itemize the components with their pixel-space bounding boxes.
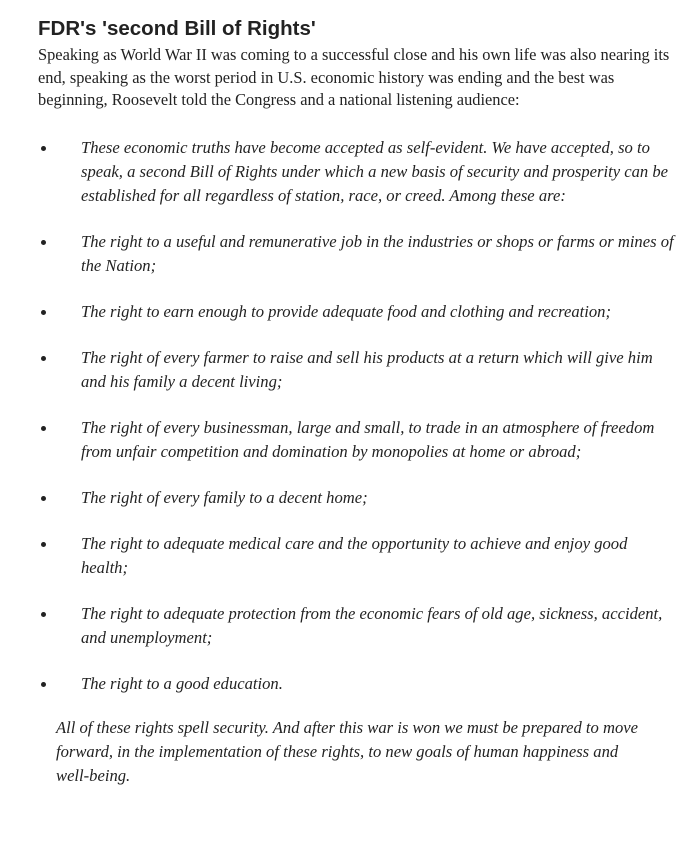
list-item-text: The right to adequate protection from the economic fears of old age, sickness, accident, and unemployment;: [81, 603, 663, 647]
bullet-icon: [41, 426, 46, 431]
bullet-icon: [41, 612, 46, 617]
list-item-text: The right of every farmer to raise and sell his products at a return which will give him and his family a decent living;: [81, 347, 653, 391]
closing-paragraph: All of these rights spell security. And after this war is won we must be prepared to move forward, in the implementation of these rights, to new goals of human happiness and well-being.: [56, 717, 638, 785]
bullet-icon: [41, 240, 46, 245]
list-item-text: The right to adequate medical care and the opportunity to achieve and enjoy good health;: [81, 533, 628, 577]
bullet-icon: [41, 310, 46, 315]
list-item: [38, 532, 678, 580]
list-item-text: The right of every businessman, large and small, to trade in an atmosphere of freedom from unfair competition and domination by monopolies at home or abroad;: [81, 417, 655, 461]
list-item-text: The right of every family to a decent home;: [81, 487, 368, 507]
intro-paragraph: Speaking as World War II was coming to a successful close and his own life was also nearing its end, speaking as the worst period in U.S. economic history was ending and the best was beginning, Roosevelt told the Congress and a national listening audience:: [38, 45, 670, 109]
bullet-icon: [41, 146, 46, 151]
list-item: [38, 136, 678, 208]
list-item: [38, 672, 678, 696]
rights-list: [38, 136, 678, 696]
list-item-text: The right to a useful and remunerative job in the industries or shops or farms or mines of the Nation;: [81, 231, 674, 275]
list-item: [38, 486, 678, 510]
list-item-text: The right to earn enough to provide adequate food and clothing and recreation;: [81, 301, 612, 321]
list-item-text: These economic truths have become accepted as self-evident. We have accepted, so to speak, a second Bill of Rights under which a new basis of security and prosperity can be established for all regardless of station, race, or creed. Among these are:: [81, 137, 669, 205]
list-item: [38, 300, 678, 324]
bullet-icon: [41, 356, 46, 361]
list-item: [38, 416, 678, 464]
bullet-icon: [41, 682, 46, 687]
bullet-icon: [41, 542, 46, 547]
article-heading: FDR's 'second Bill of Rights': [38, 17, 316, 40]
list-item: [38, 346, 678, 394]
list-item-text: The right to a good education.: [81, 673, 283, 693]
bullet-icon: [41, 496, 46, 501]
article: [38, 16, 678, 788]
list-item: [38, 230, 678, 278]
list-item: [38, 602, 678, 650]
